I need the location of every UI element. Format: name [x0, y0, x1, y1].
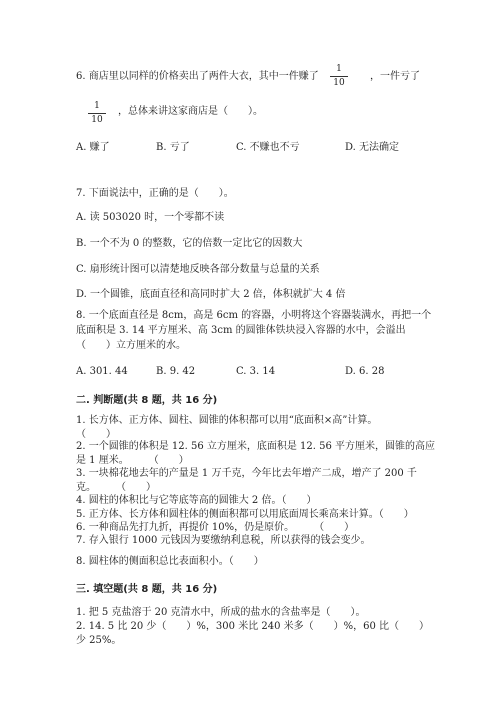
q8-option-b[interactable]: B. 9. 42 [156, 366, 196, 377]
q7-option-d[interactable]: D. 一个圆锥，底面直径和高同时扩大 2 倍，体积就扩大 4 倍 [76, 289, 346, 300]
q8-option-c[interactable]: C. 3. 14 [236, 366, 276, 377]
fill-item: 少 25%。 [76, 635, 122, 646]
q6-option-d[interactable]: D. 无法确定 [345, 142, 400, 153]
q8-line3: （ ）立方厘米的水。 [76, 340, 186, 351]
fraction-numerator: 1 [88, 101, 106, 114]
q8-option-a[interactable]: A. 301. 44 [76, 366, 128, 377]
q7-stem: 7. 下面说法中，正确的是（ ）。 [76, 188, 234, 199]
judgement-item: 克。 （ ） [76, 482, 156, 493]
judgement-item: 1. 长方体、正方体、圆柱、圆锥的体积都可以用“底面积×高”计算。 [76, 415, 378, 426]
q6-line1 [76, 70, 319, 83]
q7-option-b[interactable]: B. 一个不为 0 的整数，它的倍数一定比它的因数大 [76, 238, 303, 249]
q6-option-c[interactable]: C. 不赚也不亏 [236, 142, 300, 153]
fill-item: 1. 把 5 克盐溶于 20 克清水中，所成的盐水的含盐率是（ ）。 [76, 607, 366, 618]
judgement-item: 7. 存入银行 1000 元钱因为要缴纳利息税，所以获得的钱会变少。 [76, 535, 371, 546]
judgement-item: 2. 一个圆锥的体积是 12. 56 立方厘米，底面积是 12. 56 平方厘米，圆锥的高应 [76, 441, 436, 452]
q7-option-a[interactable]: A. 读 503020 时，一个零都不读 [76, 212, 225, 223]
judgement-item: 5. 正方体、长方体和圆柱体的侧面积都可以用底面周长乘高来计算。（ ） [76, 509, 414, 520]
section-title-fill-blank: 三. 填空题(共 8 题，共 16 分) [76, 584, 218, 595]
q7-option-c[interactable]: C. 扇形统计图可以清楚地反映各部分数量与总量的关系 [76, 264, 320, 275]
judgement-item: 3. 一块棉花地去年的产量是 1 万千克，今年比去年增产二成，增产了 200 千 [76, 468, 417, 479]
judgement-item: 6. 一种商品先打九折，再提价 10%，仍是原价。 （ ） [76, 522, 355, 533]
judgement-item: 8. 圆柱体的侧面积总比表面积小。（ ） [76, 556, 264, 567]
q8-option-d[interactable]: D. 6. 28 [345, 366, 385, 377]
fill-item: 2. 14. 5 比 20 少（ ）%，300 米比 240 米多（ ）%，60 比（ ） [76, 621, 430, 632]
q6-option-b[interactable]: B. 亏了 [156, 142, 190, 153]
q6-text-b: ，一件亏了 [370, 71, 420, 82]
q6-option-a[interactable]: A. 赚了 [76, 142, 110, 153]
judgement-item: 是 1 厘米。 （ ） [76, 455, 189, 466]
q6-fraction-2 [88, 101, 106, 126]
fraction-numerator: 1 [330, 64, 348, 77]
fraction-denominator: 10 [91, 115, 103, 125]
judgement-item: 4. 圆柱的体积比与它等底等高的圆锥大 2 倍。（ ） [76, 495, 317, 506]
q6-text-a: 6. 商店里以同样的价格卖出了两件大衣，其中一件赚了 [76, 71, 319, 82]
judgement-item: （ ） [76, 429, 116, 440]
section-title-judgement: 二. 判断题(共 8 题，共 16 分) [76, 395, 218, 406]
q6-line2: ，总体来讲这家商店是（ ）。 [118, 106, 263, 117]
q8-line2: 底面积是 3. 14 平方厘米、高 3cm 的圆锥体铁块浸入容器的水中，会溢出 [76, 325, 406, 336]
q6-fraction-1 [330, 64, 348, 89]
q8-line1: 8. 一个底面直径是 8cm，高是 6cm 的容器，小明将这个容器装满水，再把一个 [76, 310, 432, 321]
fraction-denominator: 10 [333, 78, 345, 88]
